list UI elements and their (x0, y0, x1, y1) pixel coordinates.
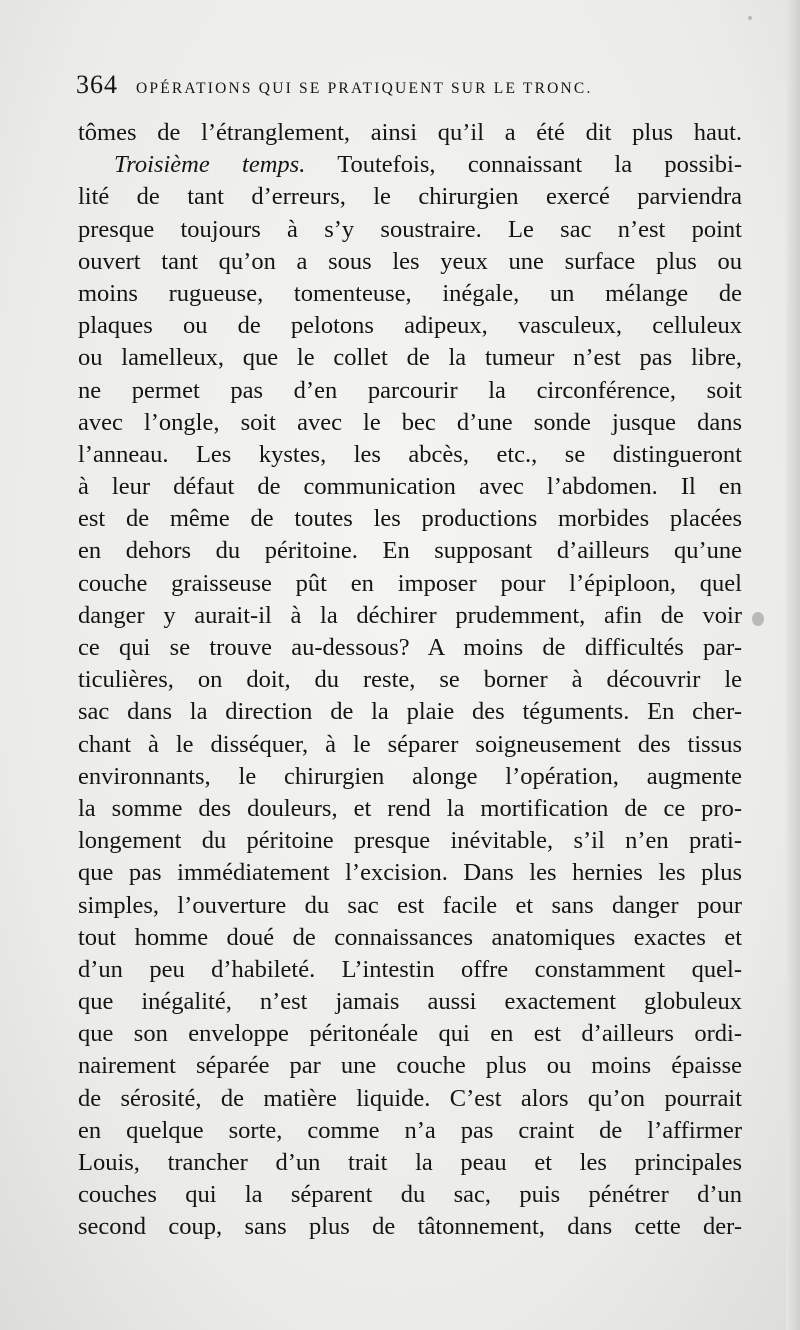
text-line-13: est de même de toutes les productions morbides placées (78, 505, 742, 533)
text-line-22: la somme des douleurs, et rend la mortification de ce pro- (78, 794, 742, 822)
text-line-23: longement du péritoine presque inévitable, s’il n’en prati- (78, 827, 742, 855)
text-line-8: ou lamelleux, que le collet de la tumeur n’est pas libre, (78, 344, 742, 372)
text-line-12: à leur défaut de communication avec l’abdomen. Il en (78, 473, 742, 501)
page-number: 364 (76, 70, 118, 99)
text-line-18: ticulières, on doit, du reste, se borner à découvrir le (78, 666, 742, 694)
text-line-24: que pas immédiatement l’excision. Dans les hernies les plus (78, 859, 742, 887)
page-edge-shadow (786, 0, 800, 1330)
text-line-26: tout homme doué de connaissances anatomiques exactes et (78, 923, 742, 951)
text-line-21: environnants, le chirurgien alonge l’opération, augmente (78, 762, 742, 790)
text-line-6: moins rugueuse, tomenteuse, inégale, un mélange de (78, 279, 742, 307)
text-line-30: nairement séparée par une couche plus ou moins épaisse (78, 1052, 742, 1080)
section-lead: Troisième temps. (114, 151, 306, 179)
text-line-27: d’un peu d’habileté. L’intestin offre constamment quel- (78, 955, 742, 983)
text-line-7: plaques ou de pelotons adipeux, vasculeux, celluleux (78, 312, 742, 340)
text-line-25: simples, l’ouverture du sac est facile et sans danger pour (78, 891, 742, 919)
running-head: OPÉRATIONS QUI SE PRATIQUENT SUR LE TRONC. (136, 80, 593, 97)
text-line-17: ce qui se trouve au-dessous? A moins de difficultés par- (78, 634, 742, 661)
text-line-20: chant à le disséquer, à le séparer soigneusement des tissus (78, 730, 742, 758)
body-text (78, 117, 742, 1244)
text-line-29: que son enveloppe péritonéale qui en est d’ailleurs ordi- (78, 1020, 742, 1048)
text-line-35: second coup, sans plus de tâtonnement, dans cette der- (78, 1213, 742, 1241)
text-line-28: que inégalité, n’est jamais aussi exactement globuleux (78, 988, 742, 1016)
text-line-9: ne permet pas d’en parcourir la circonférence, soit (78, 376, 742, 404)
text-line-5: ouvert tant qu’on a sous les yeux une surface plus ou (78, 247, 742, 275)
text-line-10: avec l’ongle, soit avec le bec d’une sonde jusque dans (78, 408, 742, 436)
text-line-16: danger y aurait-il à la déchirer prudemment, afin de voir (78, 601, 742, 629)
page-header (76, 70, 718, 106)
text-line-4: presque toujours à s’y soustraire. Le sac n’est point (78, 215, 742, 243)
text-line-1: tômes de l’étranglement, ainsi qu’il a été dit plus haut. (78, 119, 742, 146)
paper-speck (748, 16, 752, 20)
text-line-32: en quelque sorte, comme n’a pas craint de l’affirmer (78, 1116, 742, 1144)
text-line-33: Louis, trancher d’un trait la peau et les principales (78, 1149, 742, 1176)
text-line-3: lité de tant d’erreurs, le chirurgien exercé parviendra (78, 183, 742, 211)
text-line-2-rest: Toutefois, connaissant la possibi- (337, 151, 743, 179)
text-line-34: couches qui la séparent du sac, puis pénétrer d’un (78, 1181, 742, 1209)
text-line-31: de sérosité, de matière liquide. C’est alors qu’on pourrait (78, 1084, 742, 1112)
text-line-2 (78, 149, 742, 181)
paper-speck (752, 612, 764, 626)
text-line-19: sac dans la direction de la plaie des téguments. En cher- (78, 698, 742, 726)
text-line-15: couche graisseuse pût en imposer pour l’épiploon, quel (78, 569, 742, 597)
text-line-11: l’anneau. Les kystes, les abcès, etc., se distingueront (78, 440, 742, 468)
text-line-14: en dehors du péritoine. En supposant d’ailleurs qu’une (78, 537, 742, 565)
